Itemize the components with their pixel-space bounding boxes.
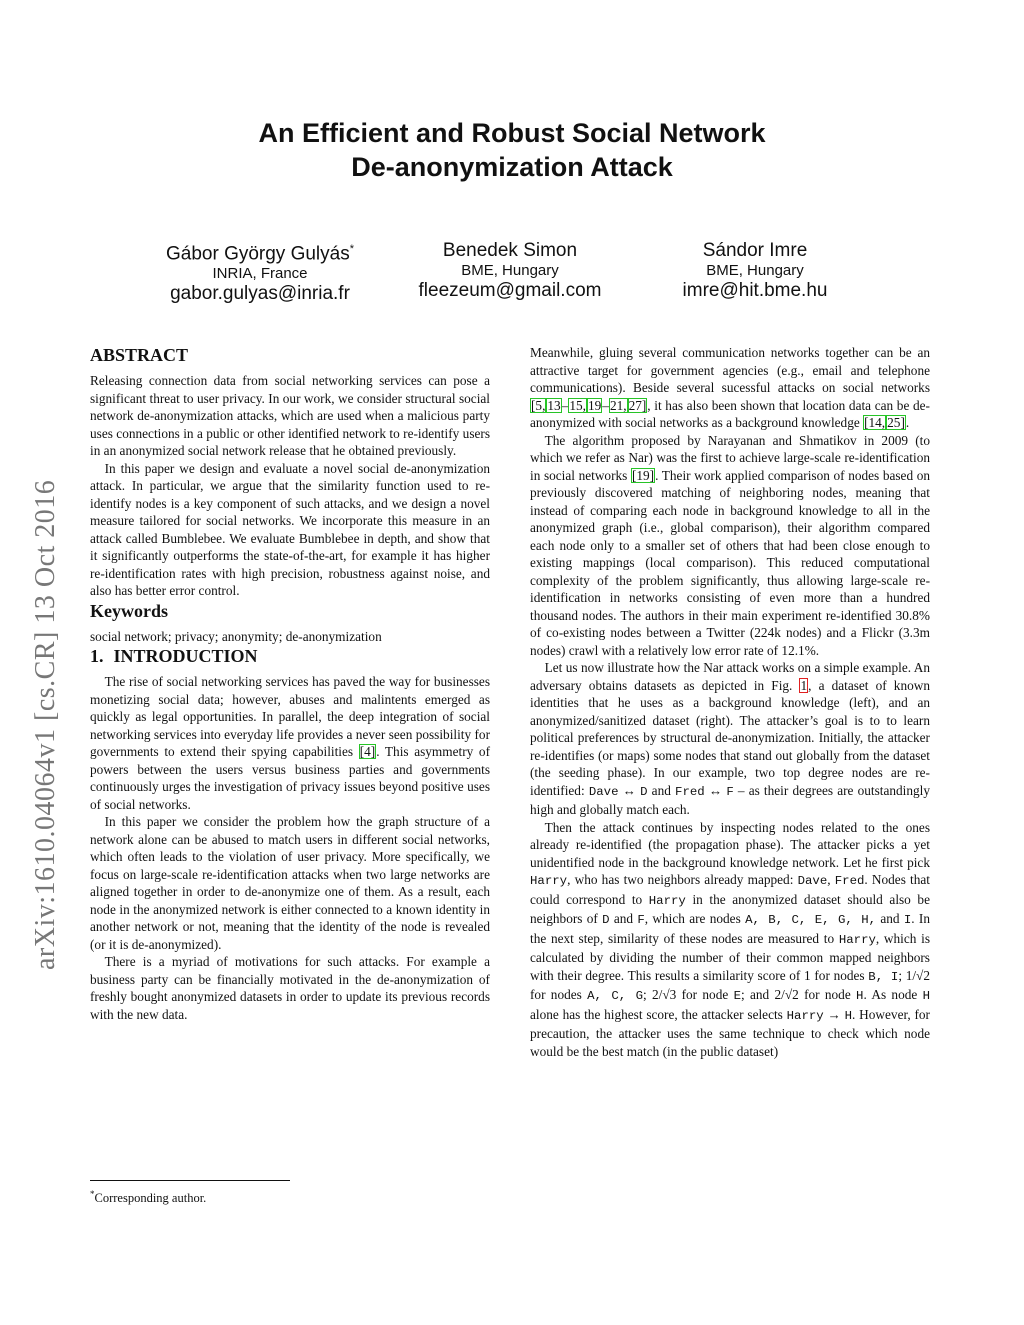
- text-run: . Nodes that could correspond to: [530, 872, 930, 907]
- figure-link[interactable]: 1: [800, 677, 808, 693]
- author-affiliation: INRIA, France: [212, 265, 308, 283]
- text-run: and: [647, 782, 676, 798]
- text-run: and: [876, 911, 904, 926]
- text-run: –: [561, 397, 569, 413]
- text-run: , which is calculated by dividing the number of their common mapped neighbors with their degree. This results a similarity score of 1 for nodes: [530, 930, 930, 983]
- text-run: ; 1/√2 for nodes: [530, 967, 930, 1002]
- text-run: ; and 2/√2 for node: [740, 987, 857, 1002]
- text-run: . As node: [863, 987, 923, 1002]
- text-run: Then the attack continues by inspecting nodes related to the ones already re-identified (the propagation phase). The attacker picks a yet unidentified node in the background knowledge network. Let he first pick: [530, 819, 930, 870]
- author-name: Gábor György Gulyás: [165, 243, 350, 265]
- text-run: . Their work applied comparison of nodes based on previously discovered matching of neighboring nodes, meaning that instead of comparing each node in background knowledge to all in the anonymized graph (i.e., global comparison), their algorithm compared each node only to a smaller set of others that had been close enough to existing mappings (local comparison). This reduced computational complexity of the problem significantly, thus allowing large-scale re-identification in networks consisting of even more than a hundred thousand nodes. The authors in their main experiment re-identified 30.8% of co-existing nodes between a Twitter (224k nodes) and a Flickr (3.3m nodes) crawl with a relatively low error rate of 12.1%.: [530, 467, 930, 658]
- footnote-text: Corresponding author.: [94, 1191, 207, 1206]
- right-column: [530, 344, 930, 1060]
- citation-link[interactable]: 25]: [887, 415, 905, 430]
- citation-link[interactable]: 15,: [569, 397, 586, 413]
- right-paragraph-3: [530, 659, 930, 819]
- code-token: Fred: [834, 874, 865, 888]
- author-block-1: [140, 238, 380, 305]
- intro-paragraph-3: There is a myriad of motivations for such attacks. For example a business party can be financially motivated in the de-anonymization of freshly bought anonymized datasets in order to update its previous records with the new data.: [90, 954, 490, 1022]
- code-token: Harry: [648, 893, 686, 908]
- text-run: , which are nodes: [644, 911, 746, 926]
- code-token: Harry: [838, 932, 876, 947]
- code-token: Dave: [797, 874, 828, 888]
- intro-paragraph-1: [90, 673, 490, 813]
- code-token: H: [856, 989, 864, 1003]
- text-run: . However, for precaution, the attacker uses the same technique to check which node would be the best match (in the public dataset): [530, 1006, 930, 1059]
- author-name: Sándor Imre: [702, 240, 808, 261]
- text-run: in the anonymized dataset should also be neighbors of: [530, 891, 930, 926]
- title-line-2: De-anonymization Attack: [351, 152, 673, 182]
- code-token: F: [726, 784, 734, 799]
- text-run: – as their degrees are outstandingly high and globally match each.: [530, 782, 930, 817]
- text-run: Let us now illustrate how the Nar attack works on a simple example. An adversary obtains datasets as depicted in Fig.: [530, 660, 930, 693]
- code-token: I: [903, 913, 912, 927]
- citation-link[interactable]: 19: [587, 397, 602, 413]
- right-paragraph-4: [530, 819, 930, 1061]
- code-token: A, C, G: [587, 989, 644, 1003]
- section-number: 1.: [90, 646, 104, 666]
- left-column: [90, 344, 490, 1023]
- citation-link[interactable]: 27]: [628, 397, 647, 413]
- author-affiliation: BME, Hungary: [706, 262, 804, 279]
- code-token: B, I: [868, 969, 899, 984]
- text-run: . In the next step, similarity of these nodes are measured to: [530, 911, 930, 946]
- keywords-heading: Keywords: [90, 600, 168, 621]
- text-run: .: [905, 415, 910, 430]
- citation-link[interactable]: [4]: [359, 744, 376, 759]
- author-affiliation: BME, Hungary: [461, 262, 559, 279]
- text-run: Meanwhile, gluing several communication networks together can be an attractive target for government agencies (e.g., email and telephone communications). Beside several sucessful attacks on social networks: [530, 345, 930, 395]
- code-token: D: [640, 784, 648, 799]
- right-paragraph-1: [530, 344, 930, 432]
- text-run: The rise of social networking services has paved the way for businesses monetizing social data; however, abuses and malintents emerged as quickly as legal opportunities. In parallel, the deep integration of social networking services into everyday life provides a never seen possibility for governments to extend their spying capabilities: [90, 674, 490, 759]
- code-token: E: [733, 989, 741, 1003]
- text-run: , who has two neighbors already mapped:: [567, 872, 798, 887]
- text-run: , it has also been shown that location data can be de-anonymized with social networks as a background knowledge: [530, 397, 930, 430]
- text-run: . This asymmetry of powers between the users versus business parties and governments continuously urges the investigation of privacy issues beyond positive uses of social networks.: [90, 744, 491, 812]
- text-run: →: [823, 1006, 845, 1022]
- code-token: F: [637, 913, 645, 927]
- text-run: ↔: [618, 782, 641, 798]
- footnote-mark: *: [90, 1189, 95, 1199]
- citation-link[interactable]: [14,: [864, 415, 886, 430]
- intro-paragraph-2: In this paper we consider the problem how the graph structure of a network alone can be abused to match users in different social networks, which often leads to the violation of user privacy. More specifically, we focus on large-scale re-identification attacks when two large networks are aligned together in order to de-anonymize one of them. As a result, each node in the anonymized network is either connected to a known identity in another network or not, meaning that the identity of the node is revealed (or it is de-anonymized).: [90, 814, 490, 952]
- author-email: fleezeum@gmail.com: [418, 280, 602, 301]
- abstract-paragraph-2: In this paper we design and evaluate a novel social de-anonymization attack. In particular, we argue that the similarity function used to re-identify nodes is a key component of such attacks, and we design a novel measure tailored for social networks. We incorporate this measure in an attack called Bumblebee. We evaluate Bumblebee in depth, and show that it significantly outperforms the state-of-the-art, for example it has higher re-identification rates with high precision, robustness against noise, and also has better error control.: [90, 460, 490, 598]
- text-run: and: [609, 911, 638, 926]
- code-token: H: [844, 1008, 853, 1023]
- text-run: –: [602, 397, 609, 413]
- citation-link[interactable]: [5,: [531, 397, 546, 413]
- footnote: [90, 1186, 206, 1206]
- abstract-heading: ABSTRACT: [90, 345, 189, 365]
- arxiv-identifier: arXiv:1610.04064v1 [cs.CR] 13 Oct 2016: [30, 479, 61, 970]
- citation-link[interactable]: 21,: [609, 397, 627, 413]
- citation-link[interactable]: 13: [547, 397, 561, 413]
- citation-link[interactable]: [19]: [631, 467, 655, 483]
- code-token: H: [922, 989, 930, 1003]
- section-title: INTRODUCTION: [113, 646, 258, 666]
- author-block-3: [635, 240, 875, 302]
- text-run: ,: [827, 872, 835, 887]
- abstract-paragraph-1: Releasing connection data from social networking services can pose a significant threat to user privacy. In our work, we consider structural social network de-anonymization attacks, which are used when a malicious party uses connections in a public or other identified network to re-identify users in an anonymized social network release that he obtained previously.: [90, 373, 490, 458]
- keywords-text: social network; privacy; anonymity; de-anonymization: [90, 628, 382, 644]
- code-token: Harry: [530, 874, 568, 888]
- author-email: imre@hit.bme.hu: [682, 280, 828, 301]
- author-email: gabor.gulyas@inria.fr: [170, 283, 350, 305]
- text-run: ↔: [704, 782, 727, 798]
- code-token: Fred: [675, 784, 705, 799]
- author-name: Benedek Simon: [442, 240, 578, 261]
- text-run: The algorithm proposed by Narayanan and Shmatikov in 2009 (to which we refer as Nar) was the first to achieve large-scale re-identification in social networks: [530, 432, 930, 483]
- paper-title: [0, 116, 1024, 184]
- author-footnote-mark: *: [349, 243, 355, 255]
- text-run: , a dataset of known identities that he uses as a background knowledge (left), and an anonymized/sanitized dataset (right). The attacker’s goal is to to learn political preferences by structural de-anonymization. Initially, the attacker re-identifies (or maps) some nodes that stand out globally from the dataset (the seeding phase). In our example, two top degree nodes are re-identified:: [530, 677, 930, 798]
- text-run: alone has the highest score, the attacker selects: [530, 1006, 787, 1022]
- footnote-rule: [90, 1180, 290, 1181]
- code-token: Harry: [786, 1008, 824, 1023]
- text-run: ; 2/√3 for node: [643, 987, 734, 1002]
- code-token: Dave: [588, 784, 619, 799]
- code-token: A, B, C, E, G, H,: [745, 913, 877, 927]
- introduction-heading: [90, 645, 490, 667]
- code-token: D: [602, 913, 610, 927]
- author-block-2: [390, 240, 630, 302]
- right-paragraph-2: [530, 432, 930, 660]
- title-line-1: An Efficient and Robust Social Network: [258, 118, 766, 148]
